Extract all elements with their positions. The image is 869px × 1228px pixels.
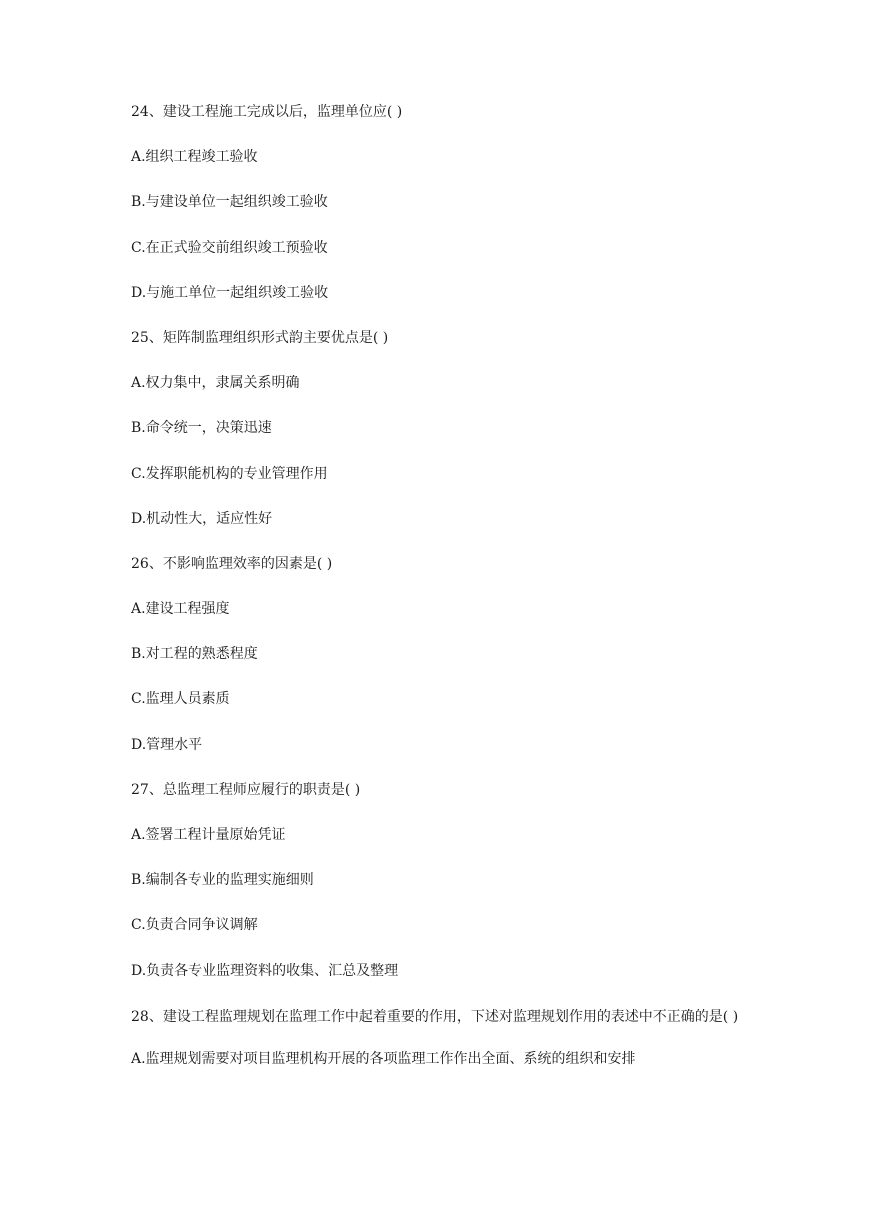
- option-item: B.编制各专业的监理实施细则: [131, 872, 314, 889]
- question-stem: 24、建设工程施工完成以后，监理单位应( ): [131, 104, 403, 120]
- option-item: B.与建设单位一起组织竣工验收: [131, 194, 328, 211]
- option-item: B.对工程的熟悉程度: [131, 646, 258, 663]
- option-item: D.机动性大，适应性好: [131, 510, 273, 527]
- option-item: C.负责合同争议调解: [131, 917, 258, 934]
- question-stem: 27、总监理工程师应履行的职责是( ): [131, 781, 361, 798]
- option-item: C.发挥职能机构的专业管理作用: [131, 465, 328, 482]
- option-item: C.监理人员素质: [131, 691, 230, 708]
- option-item: A.监理规划需要对项目监理机构开展的各项监理工作作出全面、系统的组织和安排: [131, 1050, 636, 1067]
- question-stem: 26、不影响监理效率的因素是( ): [131, 555, 333, 572]
- option-item: A.组织工程竣工验收: [131, 149, 258, 166]
- option-item: D.管理水平: [131, 736, 203, 753]
- option-item: A.签署工程计量原始凭证: [131, 827, 286, 843]
- option-item: B.命令统一，决策迅速: [131, 420, 272, 437]
- question-stem: 28、建设工程监理规划在监理工作中起着重要的作用，下述对监理规划作用的表述中不正确的是( ): [131, 1008, 739, 1025]
- document-page: [131, 102, 741, 1094]
- option-item: A.权力集中，隶属关系明确: [131, 375, 300, 392]
- question-stem: 25、矩阵制监理组织形式韵主要优点是( ): [131, 329, 389, 346]
- option-item: A.建设工程强度: [131, 601, 230, 618]
- option-item: D.与施工单位一起组织竣工验收: [131, 284, 329, 301]
- option-item: C.在正式验交前组织竣工预验收: [131, 239, 328, 256]
- option-item: D.负责各专业监理资料的收集、汇总及整理: [131, 962, 399, 979]
